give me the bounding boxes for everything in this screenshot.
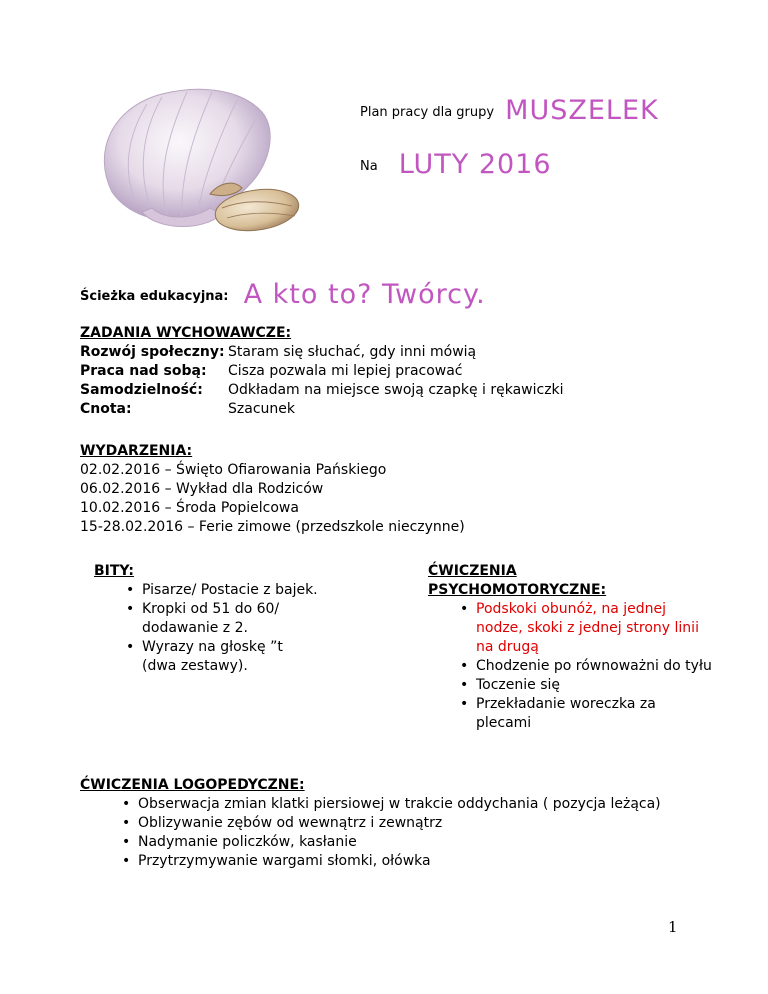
task-value: Staram się słuchać, gdy inni mówią [228, 344, 477, 360]
bity-section [94, 562, 384, 676]
month-title: LUTY 2016 [398, 149, 552, 180]
event-item: 02.02.2016 – Święto Ofiarowania Pańskiego [80, 462, 387, 478]
logo-item: • Oblizywanie zębów od wewnątrz i zewnątrz [138, 814, 720, 833]
psycho-heading: ĆWICZENIA [428, 563, 517, 579]
psycho-item-line: nodze, skoki z jednej strony linii [476, 620, 699, 636]
logo-item: • Nadymanie policzków, kasłanie [138, 833, 720, 852]
task-value: Odkładam na miejsce swoją czapkę i rękawiczki [228, 382, 564, 398]
events-section [80, 442, 700, 537]
bity-item-line: • Wyrazy na głoskę ”t [142, 639, 283, 655]
bity-item [142, 638, 384, 676]
group-name: MUSZELEK [505, 95, 659, 126]
shell-illustration [92, 82, 322, 242]
psycho-item-line: • Przekładanie woreczka za [476, 696, 656, 712]
logo-item: • Przytrzymywanie wargami słomki, ołówka [138, 852, 720, 871]
na-label: Na [360, 159, 378, 174]
bity-item-line: dodawanie z 2. [142, 620, 248, 636]
event-item: 15-28.02.2016 – Ferie zimowe (przedszkole nieczynne) [80, 519, 465, 535]
task-key: Rozwój społeczny: [80, 344, 225, 360]
task-row [80, 381, 700, 400]
bity-item [142, 581, 384, 600]
tasks-section [80, 324, 700, 419]
psycho-heading-2: PSYCHOMOTORYCZNE: [428, 582, 607, 598]
psycho-item-line: na drugą [476, 639, 539, 655]
logo-list [138, 795, 720, 871]
psycho-item-line: plecami [476, 715, 532, 731]
task-key: Cnota: [80, 401, 132, 417]
tasks-heading: ZADANIA WYCHOWAWCZE: [80, 325, 292, 341]
month-header [360, 146, 552, 180]
plan-label: Plan pracy dla grupy [360, 105, 495, 120]
educational-path [80, 276, 486, 310]
task-row [80, 343, 700, 362]
task-row [80, 362, 700, 381]
event-item: 06.02.2016 – Wykład dla Rodziców [80, 481, 324, 497]
task-value: Szacunek [228, 401, 295, 417]
task-key: Samodzielność: [80, 382, 203, 398]
bity-heading: BITY: [94, 563, 134, 579]
task-row [80, 400, 700, 419]
psycho-section [428, 562, 728, 733]
events-heading: WYDARZENIA: [80, 443, 193, 459]
page-number: 1 [668, 918, 678, 936]
psycho-item-line: • Podskoki obunóż, na jednej [476, 601, 666, 617]
psycho-item-line: • Toczenie się [476, 677, 561, 693]
task-key: Praca nad sobą: [80, 363, 207, 379]
logo-section [80, 776, 720, 871]
bity-list [142, 581, 384, 676]
bity-item-line: • Kropki od 51 do 60/ [142, 601, 280, 617]
psycho-item-line: • Chodzenie po równoważni do tyłu [476, 658, 712, 674]
bity-item-line: • Pisarze/ Postacie z bajek. [142, 582, 318, 598]
psycho-item [476, 695, 728, 733]
path-title: A kto to? Twórcy. [243, 279, 486, 310]
psycho-item-highlighted [476, 600, 728, 657]
plan-header [360, 92, 659, 126]
psycho-item [476, 657, 728, 676]
logo-item: • Obserwacja zmian klatki piersiowej w trakcie oddychania ( pozycja leżąca) [138, 795, 720, 814]
bity-item [142, 600, 384, 638]
bity-item-line: (dwa zestawy). [142, 658, 248, 674]
event-item: 10.02.2016 – Środa Popielcowa [80, 500, 299, 516]
psycho-list [476, 600, 728, 733]
task-value: Cisza pozwala mi lepiej pracować [228, 363, 463, 379]
path-label: Ścieżka edukacyjna: [80, 289, 229, 304]
logo-heading: ĆWICZENIA LOGOPEDYCZNE: [80, 777, 305, 793]
psycho-item [476, 676, 728, 695]
